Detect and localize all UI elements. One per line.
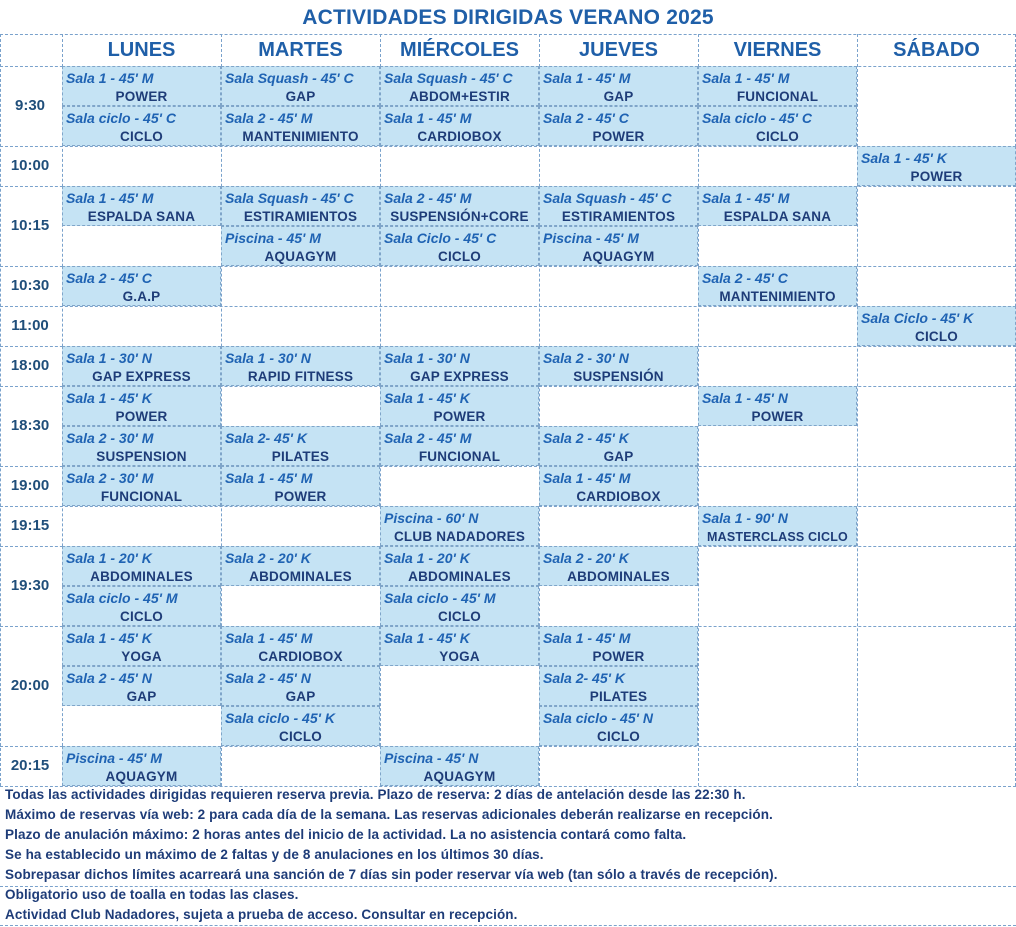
class-activity: MASTERCLASS CICLO <box>707 530 848 544</box>
class-activity: GAP <box>285 689 316 704</box>
class-activity: GAP <box>603 449 634 464</box>
class-room: Sala Squash - 45' C <box>225 70 354 86</box>
class-room: Sala 1 - 45' M <box>225 470 313 486</box>
class-cell[interactable] <box>539 106 698 146</box>
class-activity: AQUAGYM <box>582 249 655 264</box>
class-cell[interactable] <box>539 546 698 586</box>
class-cell[interactable] <box>539 186 698 226</box>
class-cell[interactable] <box>62 626 221 666</box>
class-activity: GAP EXPRESS <box>410 369 509 384</box>
class-cell[interactable] <box>62 106 221 146</box>
class-activity: PILATES <box>271 449 330 464</box>
class-room: Sala 2 - 45' N <box>66 670 152 686</box>
class-room: Sala Ciclo - 45' C <box>384 230 497 246</box>
class-cell[interactable] <box>698 506 857 546</box>
class-activity: CLUB NADADORES <box>393 529 526 544</box>
class-activity: MANTENIMIENTO <box>719 289 836 304</box>
class-cell[interactable] <box>380 346 539 386</box>
time-label: 19:15 <box>10 517 50 534</box>
class-cell[interactable] <box>380 66 539 106</box>
class-activity: YOGA <box>121 649 162 664</box>
class-room: Sala 1 - 45' M <box>543 70 631 86</box>
class-activity: ABDOMINALES <box>90 569 193 584</box>
class-cell[interactable] <box>221 426 380 466</box>
note-line: Plazo de anulación máximo: 2 horas antes del inicio de la actividad. La no asistencia contará como falta. <box>5 827 687 842</box>
class-activity: CARDIOBOX <box>417 129 502 144</box>
class-cell[interactable] <box>62 586 221 626</box>
note-line: Actividad Club Nadadores, sujeta a prueba de acceso. Consultar en recepción. <box>5 907 518 922</box>
class-room: Sala 1 - 30' N <box>66 350 152 366</box>
class-cell[interactable] <box>698 266 857 306</box>
time-label: 9:30 <box>14 97 46 114</box>
class-cell[interactable] <box>62 426 221 466</box>
class-room: Sala 2 - 45' N <box>225 670 311 686</box>
class-cell[interactable] <box>221 626 380 666</box>
time-label: 10:00 <box>10 157 50 174</box>
time-label: 20:15 <box>10 757 50 774</box>
class-room: Sala 1 - 45' K <box>66 390 152 406</box>
class-activity: AQUAGYM <box>264 249 337 264</box>
class-room: Sala 2 - 45' C <box>702 270 788 286</box>
day-header: JUEVES <box>579 39 658 61</box>
class-room: Sala ciclo - 45' M <box>66 590 178 606</box>
time-label: 11:00 <box>11 317 49 334</box>
note-line: Máximo de reservas vía web: 2 para cada día de la semana. Las reservas adicionales deberán realizarse en recepción. <box>5 807 773 822</box>
class-activity: RAPID FITNESS <box>247 369 354 384</box>
class-activity: POWER <box>751 409 804 424</box>
time-label: 19:30 <box>10 577 50 594</box>
class-cell[interactable] <box>221 706 380 746</box>
class-room: Sala Squash - 45' C <box>225 190 354 206</box>
class-room: Sala 2 - 20' K <box>543 550 629 566</box>
class-cell[interactable] <box>380 546 539 586</box>
class-room: Sala 1 - 45' M <box>66 190 154 206</box>
class-cell[interactable] <box>221 66 380 106</box>
class-cell[interactable] <box>539 346 698 386</box>
class-activity: ABDOM+ESTIR <box>409 89 510 104</box>
day-header: LUNES <box>107 39 176 61</box>
class-room: Sala 2 - 30' M <box>66 430 154 446</box>
class-activity: CICLO <box>756 129 799 144</box>
time-label: 19:00 <box>10 477 50 494</box>
class-activity: FUNCIONAL <box>100 489 183 504</box>
class-cell[interactable] <box>380 226 539 266</box>
class-room: Sala 2- 45' K <box>225 430 307 446</box>
class-room: Sala 1 - 30' N <box>384 350 470 366</box>
class-activity: CICLO <box>438 609 481 624</box>
class-activity: CICLO <box>120 129 163 144</box>
class-cell[interactable] <box>698 66 857 106</box>
class-cell[interactable] <box>380 746 539 786</box>
class-room: Sala 1 - 45' M <box>66 70 154 86</box>
class-room: Sala 1 - 45' M <box>543 630 631 646</box>
class-cell[interactable] <box>380 506 539 546</box>
time-label: 18:30 <box>10 417 50 434</box>
class-activity: GAP <box>603 89 634 104</box>
class-room: Sala 2- 45' K <box>543 670 625 686</box>
class-room: Sala ciclo - 45' C <box>66 110 176 126</box>
class-activity: CICLO <box>597 729 640 744</box>
class-room: Sala ciclo - 45' M <box>384 590 496 606</box>
class-cell[interactable] <box>539 706 698 746</box>
class-activity: ESPALDA SANA <box>723 209 832 224</box>
day-header: VIERNES <box>733 39 822 61</box>
class-activity: FUNCIONAL <box>736 89 819 104</box>
class-cell[interactable] <box>221 346 380 386</box>
class-activity: G.A.P <box>122 289 161 304</box>
class-activity: MANTENIMIENTO <box>242 129 359 144</box>
class-room: Sala 1 - 45' K <box>384 630 470 646</box>
schedule-title: ACTIVIDADES DIRIGIDAS VERANO 2025 <box>302 6 714 29</box>
class-room: Sala 2 - 30' N <box>543 350 629 366</box>
class-room: Sala 1 - 45' K <box>66 630 152 646</box>
class-activity: CICLO <box>438 249 481 264</box>
grid-line <box>0 925 1016 926</box>
time-label: 18:00 <box>10 357 50 374</box>
class-activity: POWER <box>433 409 486 424</box>
class-activity: AQUAGYM <box>105 769 178 784</box>
class-cell[interactable] <box>857 146 1016 186</box>
class-activity: ESTIRAMIENTOS <box>561 209 676 224</box>
class-activity: SUSPENSIÓN <box>573 369 664 384</box>
class-cell[interactable] <box>221 666 380 706</box>
class-room: Sala Squash - 45' C <box>543 190 672 206</box>
class-cell[interactable] <box>380 586 539 626</box>
class-cell[interactable] <box>221 106 380 146</box>
class-room: Sala ciclo - 45' N <box>543 710 653 726</box>
class-activity: YOGA <box>439 649 480 664</box>
class-activity: GAP EXPRESS <box>92 369 191 384</box>
day-header: MIÉRCOLES <box>400 39 519 61</box>
class-cell[interactable] <box>539 426 698 466</box>
class-cell[interactable] <box>62 666 221 706</box>
note-line: Todas las actividades dirigidas requieren reserva previa. Plazo de reserva: 2 días de antelación desde las 22:30 h. <box>5 787 746 802</box>
class-cell[interactable] <box>380 386 539 426</box>
class-room: Sala 1 - 45' M <box>702 70 790 86</box>
time-label: 10:30 <box>10 277 50 294</box>
class-room: Sala 2 - 45' K <box>543 430 629 446</box>
class-room: Sala 1 - 30' N <box>225 350 311 366</box>
class-cell[interactable] <box>698 106 857 146</box>
grid-line <box>0 886 1016 887</box>
day-header: SÁBADO <box>893 39 980 61</box>
class-room: Sala 2 - 30' M <box>66 470 154 486</box>
class-cell[interactable] <box>380 106 539 146</box>
class-room: Sala 1 - 45' M <box>702 190 790 206</box>
class-activity: PILATES <box>589 689 648 704</box>
class-room: Sala Ciclo - 45' K <box>861 310 974 326</box>
class-cell[interactable] <box>62 186 221 226</box>
class-cell[interactable] <box>62 66 221 106</box>
class-activity: CARDIOBOX <box>258 649 343 664</box>
class-activity: FUNCIONAL <box>418 449 501 464</box>
class-cell[interactable] <box>380 426 539 466</box>
class-activity: SUSPENSION <box>96 449 187 464</box>
class-activity: POWER <box>274 489 327 504</box>
day-header: MARTES <box>258 39 343 61</box>
class-cell[interactable] <box>380 186 539 226</box>
class-activity: POWER <box>115 409 168 424</box>
class-cell[interactable] <box>221 466 380 506</box>
class-cell[interactable] <box>857 306 1016 346</box>
note-line: Obligatorio uso de toalla en todas las clases. <box>5 887 299 902</box>
class-cell[interactable] <box>539 226 698 266</box>
class-room: Piscina - 45' M <box>225 230 321 246</box>
class-activity: AQUAGYM <box>423 769 496 784</box>
class-activity: CICLO <box>279 729 322 744</box>
class-activity: ABDOMINALES <box>408 569 511 584</box>
class-activity: SUSPENSIÓN+CORE <box>390 209 529 224</box>
note-line: Se ha establecido un máximo de 2 faltas y de 8 anulaciones en los últimos 30 días. <box>5 847 544 862</box>
class-cell[interactable] <box>221 546 380 586</box>
class-room: Sala 1 - 45' M <box>225 630 313 646</box>
class-room: Piscina - 45' N <box>384 750 479 766</box>
class-room: Sala 1 - 45' K <box>861 150 947 166</box>
class-room: Piscina - 45' M <box>543 230 639 246</box>
class-room: Sala 1 - 45' M <box>384 110 472 126</box>
class-room: Sala 1 - 90' N <box>702 510 788 526</box>
class-activity: ESPALDA SANA <box>87 209 196 224</box>
class-room: Piscina - 45' M <box>66 750 162 766</box>
class-room: Sala 1 - 20' K <box>66 550 152 566</box>
class-cell[interactable] <box>698 386 857 426</box>
class-room: Sala Squash - 45' C <box>384 70 513 86</box>
class-room: Sala 2 - 45' C <box>66 270 152 286</box>
class-activity: GAP <box>126 689 157 704</box>
class-activity: POWER <box>592 649 645 664</box>
class-activity: ABDOMINALES <box>567 569 670 584</box>
class-cell[interactable] <box>62 386 221 426</box>
class-cell[interactable] <box>221 186 380 226</box>
class-room: Piscina - 60' N <box>384 510 479 526</box>
class-activity: POWER <box>592 129 645 144</box>
class-cell[interactable] <box>221 226 380 266</box>
class-activity: CICLO <box>120 609 163 624</box>
class-activity: CICLO <box>915 329 958 344</box>
class-room: Sala 1 - 45' M <box>543 470 631 486</box>
class-room: Sala ciclo - 45' K <box>225 710 335 726</box>
class-cell[interactable] <box>539 66 698 106</box>
class-cell[interactable] <box>539 626 698 666</box>
note-line: Sobrepasar dichos límites acarreará una sanción de 7 días sin poder reservar vía web (tan sólo a través de recepción). <box>5 867 778 882</box>
class-cell[interactable] <box>380 626 539 666</box>
class-activity: ESTIRAMIENTOS <box>243 209 358 224</box>
class-activity: POWER <box>115 89 168 104</box>
time-label: 10:15 <box>10 217 50 234</box>
class-cell[interactable] <box>698 186 857 226</box>
class-room: Sala ciclo - 45' C <box>702 110 812 126</box>
class-cell[interactable] <box>539 466 698 506</box>
class-room: Sala 2 - 45' C <box>543 110 629 126</box>
class-activity: GAP <box>285 89 316 104</box>
class-cell[interactable] <box>62 346 221 386</box>
class-room: Sala 2 - 45' M <box>384 430 472 446</box>
class-activity: ABDOMINALES <box>249 569 352 584</box>
class-cell[interactable] <box>62 546 221 586</box>
class-room: Sala 1 - 45' N <box>702 390 788 406</box>
class-room: Sala 1 - 45' K <box>384 390 470 406</box>
class-cell[interactable] <box>62 746 221 786</box>
class-activity: POWER <box>910 169 963 184</box>
class-cell[interactable] <box>62 266 221 306</box>
class-activity: CARDIOBOX <box>576 489 661 504</box>
class-room: Sala 2 - 45' M <box>384 190 472 206</box>
class-room: Sala 1 - 20' K <box>384 550 470 566</box>
class-cell[interactable] <box>62 466 221 506</box>
time-label: 20:00 <box>10 677 50 694</box>
class-room: Sala 2 - 20' K <box>225 550 311 566</box>
class-cell[interactable] <box>539 666 698 706</box>
class-room: Sala 2 - 45' M <box>225 110 313 126</box>
